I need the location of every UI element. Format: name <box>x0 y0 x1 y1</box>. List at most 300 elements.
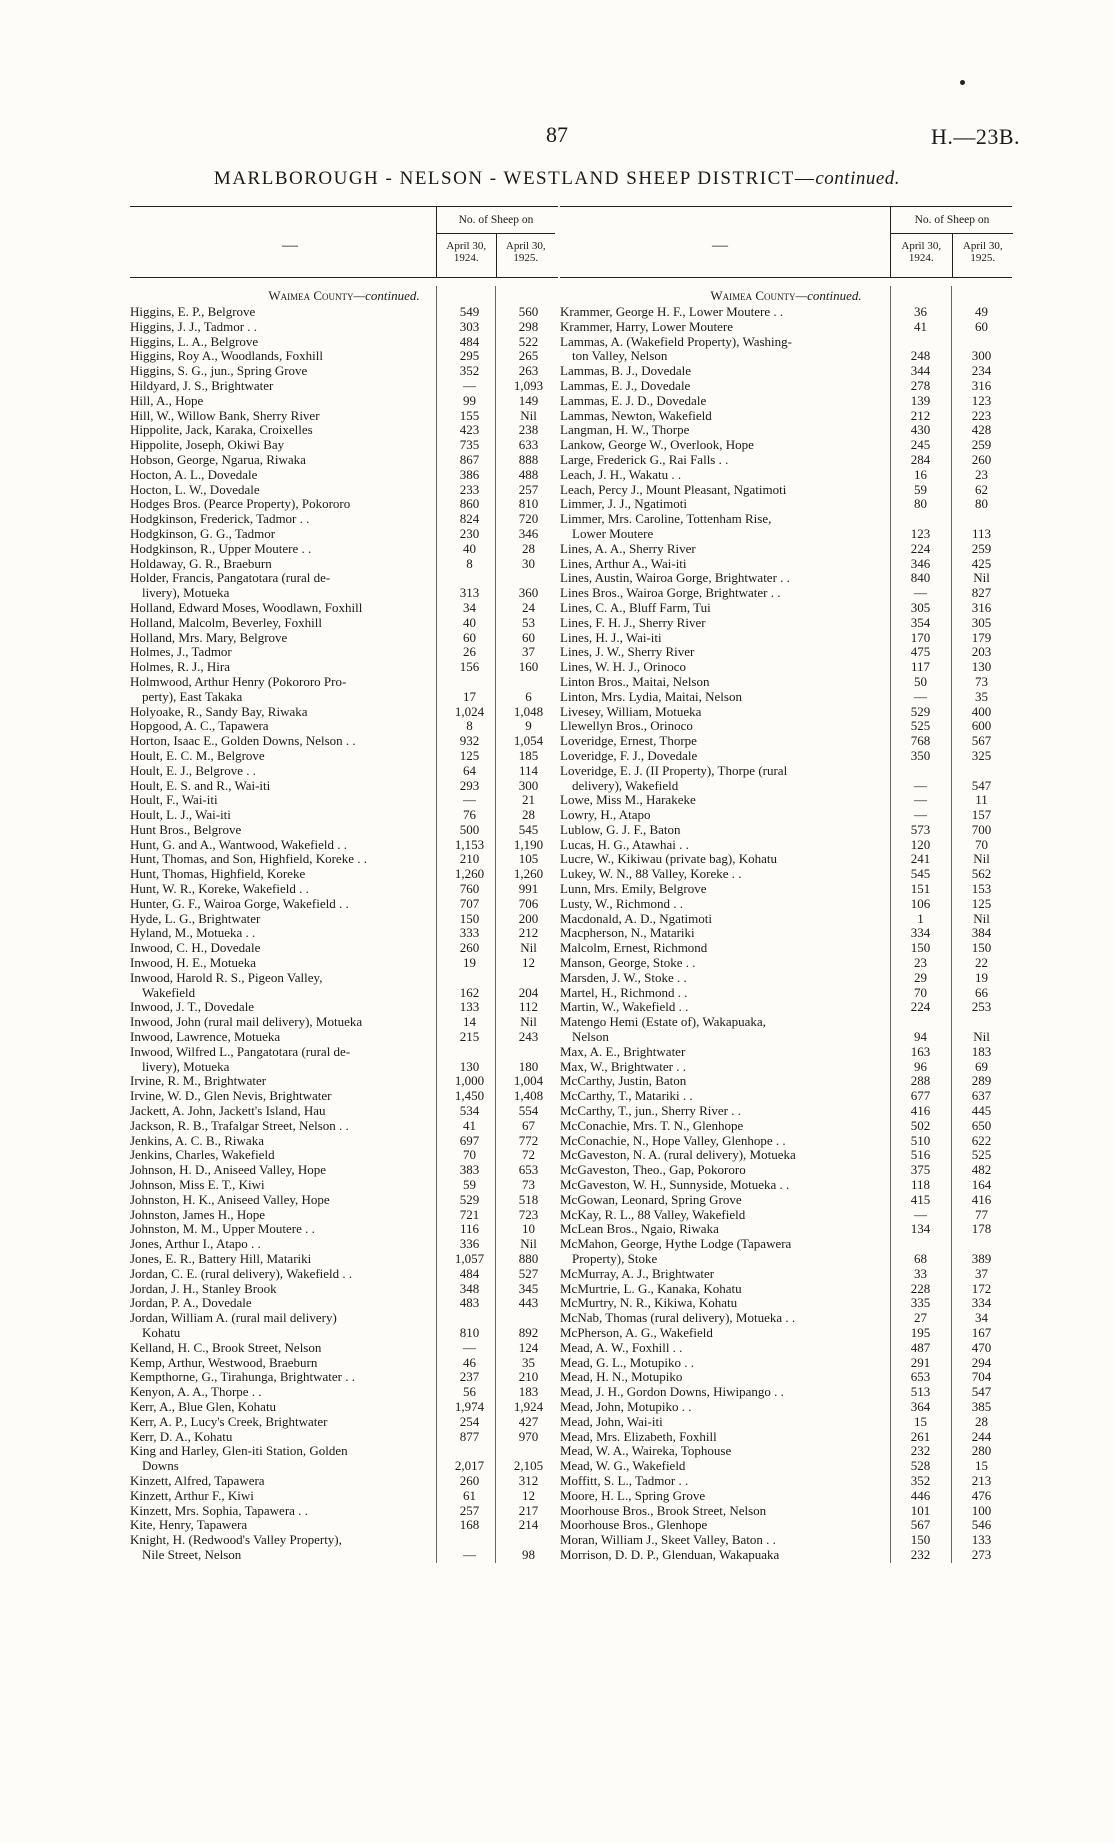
owner-line: Hunt, Thomas, Highfield, Koreke <box>130 866 306 882</box>
count-1924: 134 <box>910 1221 931 1237</box>
table-row <box>130 305 558 320</box>
table-row <box>130 1370 558 1385</box>
holder-name <box>130 1000 440 1015</box>
count-1924: 56 <box>463 1384 476 1400</box>
holder-name <box>130 527 440 542</box>
table-row <box>130 675 558 705</box>
owner-line: Mead, A. W., Foxhill . . <box>560 1339 683 1355</box>
table-row <box>560 1193 1012 1208</box>
holder-name <box>560 1134 890 1149</box>
holder-name <box>130 1400 440 1415</box>
count-1925: 125 <box>971 895 992 911</box>
count-1924: 17 <box>463 688 476 704</box>
count-1925: 37 <box>975 1265 988 1281</box>
table-row <box>130 571 558 601</box>
table-row <box>560 1474 1012 1489</box>
count-1924: 230 <box>459 525 480 541</box>
owner-line: Lusty, W., Richmond . . <box>560 895 684 911</box>
holder-name <box>130 497 440 512</box>
count-1925: 24 <box>522 599 535 615</box>
table-row <box>560 335 1012 365</box>
owner-line: Jordan, C. E. (rural delivery), Wakefield . . <box>130 1265 353 1281</box>
owner-line: Kinzett, Arthur F., Kiwi <box>130 1487 254 1503</box>
count-1925: 334 <box>971 1295 992 1311</box>
name-column-dash: — <box>282 237 298 254</box>
owner-line: McGaveston, Theo., Gap, Pokororo <box>560 1162 746 1178</box>
count-1925: 167 <box>971 1324 992 1340</box>
owner-line: Lukey, W. N., 88 Valley, Koreke . . <box>560 866 742 882</box>
count-1925: 123 <box>971 392 992 408</box>
count-1925: 600 <box>971 718 992 734</box>
count-1925: 238 <box>518 422 539 438</box>
owner-line: Malcolm, Ernest, Richmond <box>560 940 708 956</box>
owner-line: Martin, W., Wakefield . . <box>560 999 689 1015</box>
count-1925: 12 <box>522 955 535 971</box>
owner-line: Holmes, R. J., Hira <box>130 659 231 675</box>
count-1925: 1,190 <box>513 836 544 852</box>
table-row <box>560 557 1012 572</box>
owner-line: Mead, W. A., Waireka, Tophouse <box>560 1443 732 1459</box>
left-table-body <box>130 286 558 1563</box>
count-1924: 151 <box>910 881 931 897</box>
holder-name <box>560 320 890 335</box>
count-1925: 1,004 <box>513 1073 544 1089</box>
table-row <box>130 867 558 882</box>
owner-line: Marsden, J. W., Stoke . . <box>560 969 687 985</box>
owner-line-continued: Nelson <box>572 1029 609 1045</box>
owner-line: Loveridge, Ernest, Thorpe <box>560 733 697 749</box>
count-1925: 12 <box>522 1487 535 1503</box>
table-row <box>130 1104 558 1119</box>
count-1925: 30 <box>522 555 535 571</box>
count-1924: 156 <box>459 659 480 675</box>
count-1925: 259 <box>971 540 992 556</box>
count-1925: 345 <box>518 1280 539 1296</box>
count-1925: 384 <box>971 925 992 941</box>
count-1925: 892 <box>518 1324 539 1340</box>
owner-line-continued: Downs <box>142 1458 179 1474</box>
table-row <box>130 453 558 468</box>
table-row <box>560 1089 1012 1104</box>
table-row <box>560 616 1012 631</box>
col-1924-header: April 30, 1924. <box>901 240 942 264</box>
sheep-count-label: No. of Sheep on <box>437 207 555 234</box>
count-1924: 168 <box>459 1517 480 1533</box>
owner-line: Holland, Mrs. Mary, Belgrove <box>130 629 288 645</box>
holder-name <box>130 823 440 838</box>
owner-line: Lines, J. W., Sherry River <box>560 644 695 660</box>
count-1925: 547 <box>971 777 992 793</box>
count-1924: 150 <box>910 1532 931 1548</box>
count-1924: 133 <box>459 999 480 1015</box>
count-1925: Nil <box>520 1014 537 1030</box>
count-1924: 120 <box>910 836 931 852</box>
count-1924: 34 <box>463 599 476 615</box>
count-1924: 215 <box>459 1029 480 1045</box>
count-1924: 41 <box>463 1117 476 1133</box>
table-row <box>560 793 1012 808</box>
count-1925: 312 <box>518 1472 539 1488</box>
owner-line: Hopgood, A. C., Tapawera <box>130 718 269 734</box>
count-1924: — <box>914 1206 927 1222</box>
owner-line: Holdaway, G. R., Braeburn <box>130 555 272 571</box>
count-1924: 334 <box>910 925 931 941</box>
count-1925: 385 <box>971 1398 992 1414</box>
owner-line: Lines, A. A., Sherry River <box>560 540 696 556</box>
table-row <box>560 1163 1012 1178</box>
table-row <box>560 1148 1012 1163</box>
holder-name <box>560 1415 890 1430</box>
owner-line: Inwood, Lawrence, Motueka <box>130 1029 281 1045</box>
count-1924: 510 <box>910 1132 931 1148</box>
owner-line: Hodges Bros. (Pearce Property), Pokororo <box>130 496 351 512</box>
holder-name <box>130 379 440 394</box>
owner-line: Lammas, A. (Wakefield Property), Washing- <box>560 333 792 349</box>
owner-line: Mead, John, Motupiko . . <box>560 1398 692 1414</box>
table-row <box>560 1548 1012 1563</box>
count-1924: 525 <box>910 718 931 734</box>
count-1924: — <box>914 807 927 823</box>
holder-name <box>130 852 440 867</box>
col-1925-header: April 30, 1925. <box>952 234 1014 277</box>
holder-name <box>560 764 890 794</box>
count-1924: — <box>463 1546 476 1562</box>
table-row <box>560 1208 1012 1223</box>
count-1925: 124 <box>518 1339 539 1355</box>
table-row <box>130 941 558 956</box>
holder-name <box>560 867 890 882</box>
holder-name <box>130 557 440 572</box>
count-1924: 60 <box>463 629 476 645</box>
holder-name <box>130 1148 440 1163</box>
owner-line: Johnson, H. D., Aniseed Valley, Hope <box>130 1162 327 1178</box>
count-1925: 482 <box>971 1162 992 1178</box>
owner-line: Mead, G. L., Motupiko . . <box>560 1354 694 1370</box>
count-1924: 195 <box>910 1324 931 1340</box>
count-1924: 354 <box>910 614 931 630</box>
table-row <box>560 660 1012 675</box>
table-row <box>560 912 1012 927</box>
owner-line: Johnston, H. K., Aniseed Valley, Hope <box>130 1191 330 1207</box>
holder-name <box>560 1444 890 1459</box>
owner-line: McMahon, George, Hythe Lodge (Tapawera <box>560 1236 792 1252</box>
count-1925: Nil <box>520 940 537 956</box>
holder-name <box>560 956 890 971</box>
owner-line: Lines, Arthur A., Wai-iti <box>560 555 687 571</box>
owner-line: Large, Frederick G., Rai Falls . . <box>560 451 729 467</box>
table-row <box>560 1341 1012 1356</box>
count-1924: 293 <box>459 777 480 793</box>
count-1924: 14 <box>463 1014 476 1030</box>
table-row <box>560 867 1012 882</box>
owner-line: Mead, H. N., Motupiko <box>560 1369 683 1385</box>
count-1925: 400 <box>971 703 992 719</box>
holder-name <box>560 1267 890 1282</box>
table-row <box>130 542 558 557</box>
owner-line: Moorhouse Bros., Brook Street, Nelson <box>560 1502 767 1518</box>
holder-name <box>560 1163 890 1178</box>
count-1925: 112 <box>518 999 539 1015</box>
count-1924: 483 <box>459 1295 480 1311</box>
count-1925: Nil <box>973 851 990 867</box>
count-1925: 22 <box>975 955 988 971</box>
count-1924: 567 <box>910 1517 931 1533</box>
owner-line: Lines, C. A., Bluff Farm, Tui <box>560 599 711 615</box>
count-1924: 117 <box>910 659 931 675</box>
count-1925: 346 <box>518 525 539 541</box>
table-row <box>130 882 558 897</box>
count-1925: 66 <box>975 984 988 1000</box>
holder-name <box>130 468 440 483</box>
table-row <box>130 719 558 734</box>
holder-name <box>560 793 890 808</box>
table-row <box>560 734 1012 749</box>
table-row <box>130 409 558 424</box>
count-1925: 294 <box>971 1354 992 1370</box>
count-1924: 41 <box>914 318 927 334</box>
table-row <box>130 1074 558 1089</box>
holder-name <box>130 438 440 453</box>
count-1924: 210 <box>459 851 480 867</box>
holder-name <box>560 423 890 438</box>
table-row <box>560 645 1012 660</box>
holder-name <box>560 601 890 616</box>
count-1925: 260 <box>971 451 992 467</box>
holder-name <box>560 1015 890 1045</box>
owner-line: Hocton, A. L., Dovedale <box>130 466 258 482</box>
count-1924: 932 <box>459 733 480 749</box>
count-1925: 223 <box>971 407 992 423</box>
count-1925: 130 <box>971 659 992 675</box>
table-row <box>130 1000 558 1015</box>
count-1925: 164 <box>971 1177 992 1193</box>
count-1924: 61 <box>463 1487 476 1503</box>
holder-name <box>560 1178 890 1193</box>
holder-name <box>560 542 890 557</box>
count-1925: 289 <box>971 1073 992 1089</box>
count-1925: 15 <box>975 1458 988 1474</box>
owner-line: Moore, H. L., Spring Grove <box>560 1487 706 1503</box>
owner-line: Macpherson, N., Matariki <box>560 925 695 941</box>
count-1924: 8 <box>466 555 473 571</box>
owner-line: Hunt Bros., Belgrove <box>130 821 242 837</box>
count-1925: 470 <box>971 1339 992 1355</box>
holder-name <box>130 912 440 927</box>
table-row <box>560 1459 1012 1474</box>
section-heading <box>560 286 1012 305</box>
owner-line: Holland, Edward Moses, Woodlawn, Foxhill <box>130 599 363 615</box>
owner-line: Lucre, W., Kikiwau (private bag), Kohatu <box>560 851 777 867</box>
count-1924: 80 <box>914 496 927 512</box>
count-1924: 2,017 <box>454 1458 485 1474</box>
owner-line: Jenkins, A. C. B., Riwaka <box>130 1132 264 1148</box>
count-1925: 204 <box>518 984 539 1000</box>
table-row <box>130 616 558 631</box>
count-1924: 36 <box>914 304 927 319</box>
owner-line: Lowe, Miss M., Harakeke <box>560 792 696 808</box>
table-row <box>560 320 1012 335</box>
owner-line: Loveridge, E. J. (II Property), Thorpe (rural <box>560 762 788 778</box>
ink-speck <box>960 80 965 85</box>
count-1925: 772 <box>518 1132 539 1148</box>
count-1924: 768 <box>910 733 931 749</box>
holder-name <box>560 1208 890 1223</box>
owner-line: Lines, Austin, Wairoa Gorge, Brightwater . . <box>560 570 790 586</box>
count-1924: 1,024 <box>454 703 485 719</box>
count-1924: 810 <box>459 1324 480 1340</box>
count-1925: 704 <box>971 1369 992 1385</box>
right-table-body <box>560 286 1012 1563</box>
count-1925: 160 <box>518 659 539 675</box>
holder-name <box>130 1296 440 1311</box>
owner-line: Krammer, Harry, Lower Moutere <box>560 318 733 334</box>
count-1925: 67 <box>522 1117 535 1133</box>
holder-name <box>560 838 890 853</box>
table-row <box>560 1430 1012 1445</box>
owner-line: Hunter, G. F., Wairoa Gorge, Wakefield . . <box>130 895 349 911</box>
owner-line: Moorhouse Bros., Glenhope <box>560 1517 708 1533</box>
owner-line: Hildyard, J. S., Brightwater <box>130 377 274 393</box>
owner-line: Mead, Mrs. Elizabeth, Foxhill <box>560 1428 717 1444</box>
column-rule <box>890 286 891 1563</box>
owner-line: Hoult, L. J., Wai-iti <box>130 807 231 823</box>
page-code: H.—23B. <box>930 124 1020 149</box>
owner-line-continued: Property), Stoke <box>572 1251 658 1266</box>
holder-name <box>130 1370 440 1385</box>
owner-line: Higgins, S. G., jun., Spring Grove <box>130 363 308 379</box>
left-table <box>130 206 558 1563</box>
owner-line: Lammas, E. J. D., Dovedale <box>560 392 707 408</box>
count-1924: 64 <box>463 762 476 778</box>
table-row <box>560 542 1012 557</box>
count-1925: 179 <box>971 629 992 645</box>
count-1925: 700 <box>971 821 992 837</box>
holder-name <box>130 1341 440 1356</box>
count-1924: 139 <box>910 392 931 408</box>
table-row <box>130 749 558 764</box>
count-1924: 352 <box>910 1472 931 1488</box>
holder-name <box>560 438 890 453</box>
count-1924: 33 <box>914 1265 927 1281</box>
owner-line: McPherson, A. G., Wakefield <box>560 1324 713 1340</box>
holder-name <box>560 1148 890 1163</box>
owner-line: Johnston, James H., Hope <box>130 1206 266 1222</box>
count-1925: 650 <box>971 1117 992 1133</box>
count-1925: 265 <box>518 348 539 364</box>
owner-line: Hippolite, Jack, Karaka, Croixelles <box>130 422 313 438</box>
count-1925: 554 <box>518 1103 539 1119</box>
count-1925: 443 <box>518 1295 539 1311</box>
holder-name <box>130 1415 440 1430</box>
count-1925: 827 <box>971 585 992 601</box>
holder-name <box>130 1030 440 1045</box>
owner-line: Matengo Hemi (Estate of), Wakapuaka, <box>560 1014 766 1030</box>
holder-name <box>560 912 890 927</box>
count-1924: 735 <box>459 437 480 453</box>
column-rule <box>436 286 437 1563</box>
holder-name <box>130 897 440 912</box>
holder-name <box>130 1356 440 1371</box>
owner-line: Limmer, Mrs. Caroline, Tottenham Rise, <box>560 511 772 527</box>
table-row <box>130 1045 558 1075</box>
owner-line: Lines, F. H. J., Sherry River <box>560 614 706 630</box>
holder-name <box>560 1548 890 1563</box>
holder-name <box>130 1444 440 1474</box>
left-rows <box>130 305 558 1563</box>
holder-name <box>130 1089 440 1104</box>
owner-line: Johnson, Miss E. T., Kiwi <box>130 1177 265 1193</box>
holder-name <box>560 1489 890 1504</box>
count-1924: 130 <box>459 1058 480 1074</box>
count-1925: 60 <box>975 318 988 334</box>
holder-name <box>130 1430 440 1445</box>
count-1924: 248 <box>910 348 931 364</box>
count-1925: 518 <box>518 1191 539 1207</box>
table-row <box>560 1533 1012 1548</box>
holder-name <box>130 971 440 1001</box>
owner-line: Jackson, R. B., Trafalgar Street, Nelson . . <box>130 1117 349 1133</box>
count-1924: 260 <box>459 1472 480 1488</box>
owner-line: Kerr, D. A., Kohatu <box>130 1428 233 1444</box>
table-row <box>560 1444 1012 1459</box>
holder-name <box>130 1119 440 1134</box>
holder-name <box>130 719 440 734</box>
owner-line: Holland, Malcolm, Beverley, Foxhill <box>130 614 322 630</box>
table-row <box>560 1400 1012 1415</box>
table-row <box>130 971 558 1001</box>
holder-name <box>560 675 890 690</box>
owner-line: Johnston, M. M., Upper Moutere . . <box>130 1221 315 1237</box>
holder-name <box>130 305 440 320</box>
count-1925: 149 <box>518 392 539 408</box>
count-1925: 113 <box>971 525 992 541</box>
count-1925: 633 <box>518 437 539 453</box>
holder-name <box>560 1296 890 1311</box>
count-1924: 260 <box>459 940 480 956</box>
owner-line: Hodgkinson, Frederick, Tadmor . . <box>130 511 310 527</box>
count-1925: 23 <box>975 466 988 482</box>
holder-name <box>560 1400 890 1415</box>
count-1925: 637 <box>971 1088 992 1104</box>
count-1925: 100 <box>971 1502 992 1518</box>
count-1925: 98 <box>522 1546 535 1562</box>
table-row <box>130 364 558 379</box>
table-row <box>560 631 1012 646</box>
count-1925: 35 <box>522 1354 535 1370</box>
table-row <box>560 690 1012 705</box>
count-1924: 237 <box>459 1369 480 1385</box>
count-1924: 415 <box>910 1191 931 1207</box>
holder-name <box>130 335 440 350</box>
count-1925: 425 <box>971 555 992 571</box>
holder-name <box>130 349 440 364</box>
holder-name <box>560 1193 890 1208</box>
owner-line: Kenyon, A. A., Thorpe . . <box>130 1384 262 1400</box>
count-1924: 254 <box>459 1413 480 1429</box>
holder-name <box>560 852 890 867</box>
holder-name <box>130 423 440 438</box>
count-1924: 653 <box>910 1369 931 1385</box>
table-row <box>130 956 558 971</box>
count-1925: 723 <box>518 1206 539 1222</box>
count-1925: 244 <box>971 1428 992 1444</box>
table-row <box>560 483 1012 498</box>
holder-name <box>560 1504 890 1519</box>
table-row <box>560 468 1012 483</box>
table-row <box>130 349 558 364</box>
table-row <box>560 897 1012 912</box>
count-1924: 8 <box>466 718 473 734</box>
